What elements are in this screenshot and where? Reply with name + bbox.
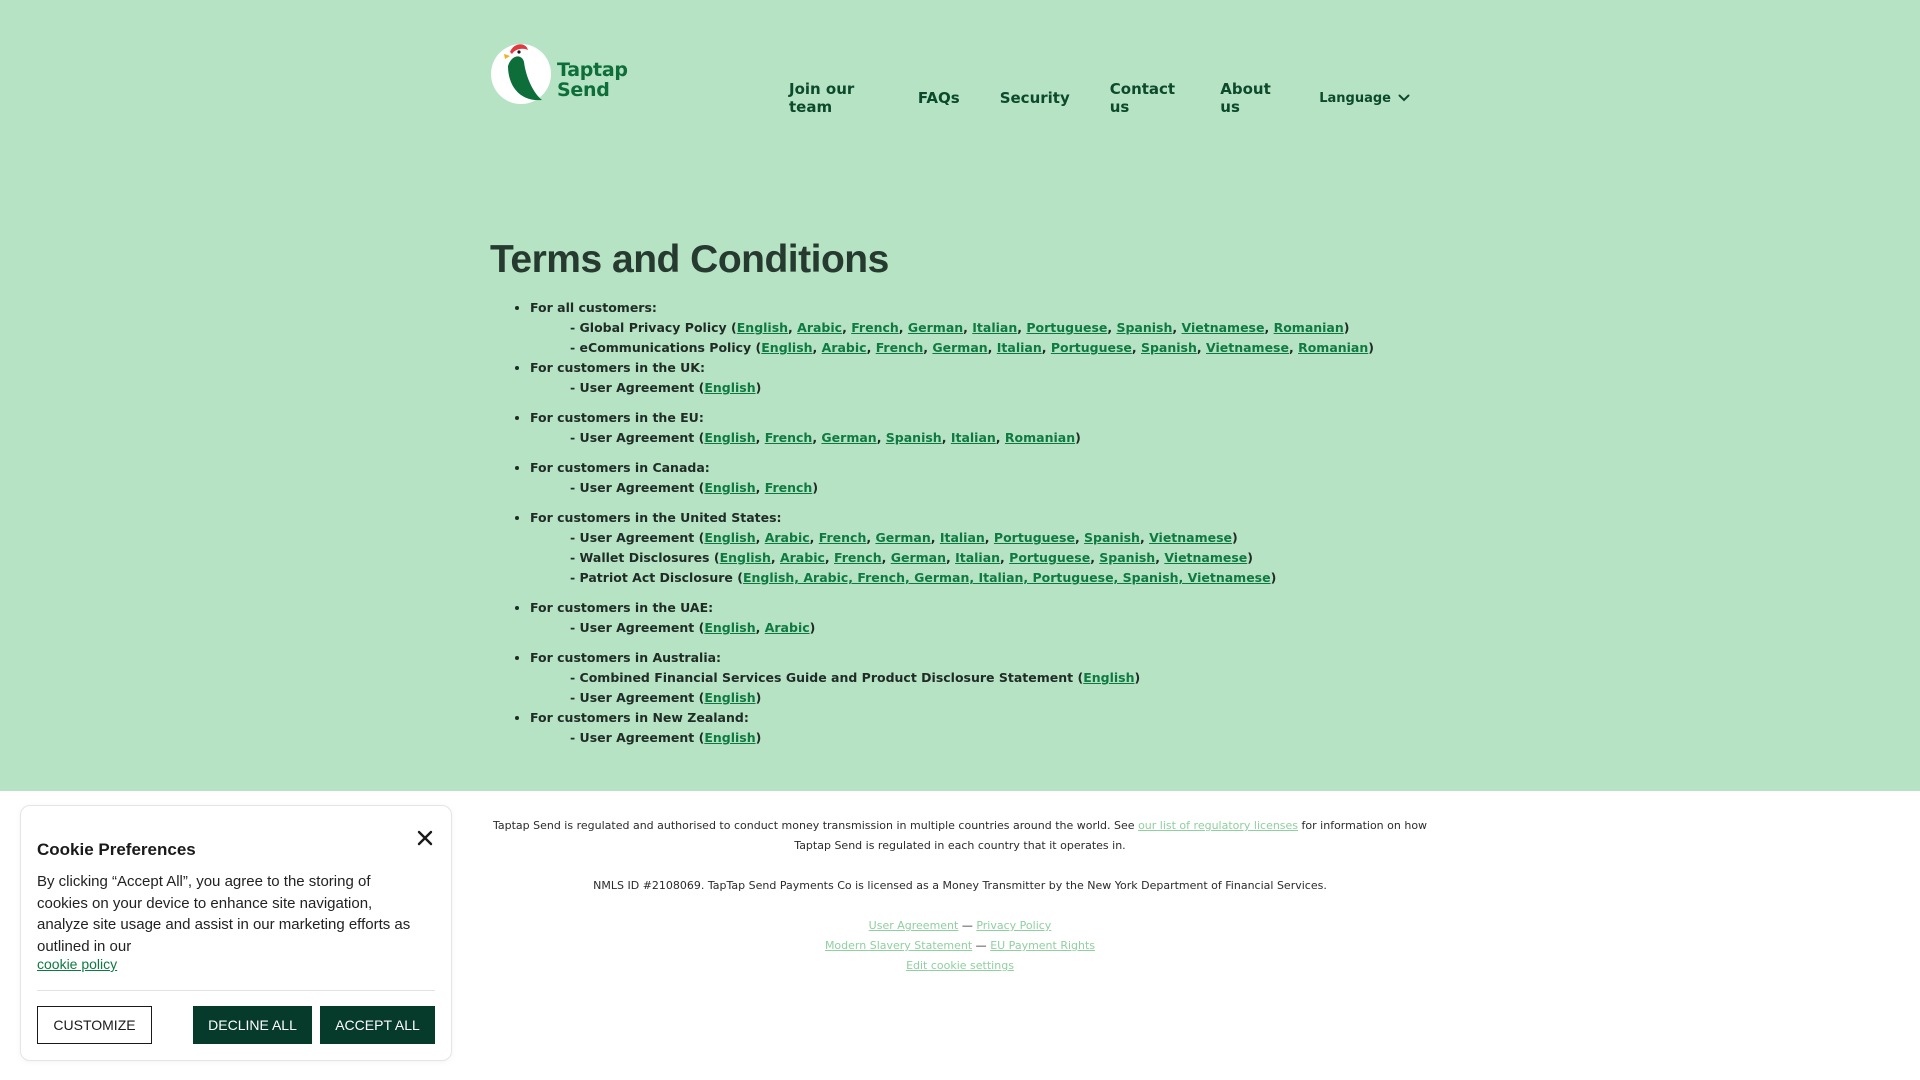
- section-heading: For customers in New Zealand:: [530, 710, 749, 725]
- chevron-down-icon: [1398, 94, 1410, 102]
- document-label: - Patriot Act Disclosure (: [570, 570, 743, 585]
- regulation-text-prefix: Taptap Send is regulated and authorised to conduct money transmission in multiple countries around the world. See: [492, 819, 1139, 832]
- document-label: - Combined Financial Services Guide and Product Disclosure Statement (: [570, 670, 1084, 685]
- document-label: - eCommunications Policy (: [570, 340, 762, 355]
- footer-links-row-3: [490, 956, 1430, 976]
- language-link[interactable]: French: [764, 430, 813, 445]
- document-label: - Global Privacy Policy (: [570, 320, 737, 335]
- terms-section: [530, 598, 1390, 638]
- language-link[interactable]: Vietnamese: [1206, 340, 1289, 355]
- document-close: ): [1247, 550, 1253, 565]
- document-label: - User Agreement (: [570, 730, 705, 745]
- language-link[interactable]: Spanish: [1116, 320, 1173, 335]
- regulation-notice: [490, 816, 1430, 856]
- document-row: - Wallet Disclosures (English, Arabic, French, German, Italian, Portuguese, Spanish, Vietnamese): [570, 550, 1253, 565]
- language-link[interactable]: English: [704, 480, 756, 495]
- page-title: Terms and Conditions: [490, 238, 889, 281]
- document-row: [530, 378, 1390, 398]
- section-heading: For customers in the United States:: [530, 510, 782, 525]
- cookie-banner-text: By clicking “Accept All”, you agree to the storing of cookies on your device to enhance site navigation, analyze site usage and assist in our marketing efforts as outlined in our: [37, 873, 411, 955]
- document-label: - User Agreement (: [570, 480, 705, 495]
- site-header: [490, 38, 1410, 116]
- close-icon: [413, 826, 437, 850]
- language-link[interactable]: Romanian: [1004, 430, 1076, 445]
- language-link[interactable]: Spanish: [1140, 340, 1197, 355]
- section-heading: For customers in the EU:: [530, 410, 704, 425]
- document-row: - User Agreement (English, Arabic): [570, 620, 816, 635]
- terms-section: [530, 298, 1390, 358]
- document-row: - User Agreement (English, French, German, Spanish, Italian, Romanian): [570, 430, 1081, 445]
- document-close: ): [755, 380, 762, 395]
- language-label: Language: [1319, 90, 1391, 106]
- brand-name: [557, 60, 628, 100]
- document-label: - User Agreement (: [570, 620, 705, 635]
- document-label: - Wallet Disclosures (: [570, 550, 720, 565]
- document-close: ): [1134, 670, 1141, 685]
- cookie-decline-all-button[interactable]: DECLINE ALL: [193, 1006, 312, 1044]
- document-row: [530, 728, 1390, 748]
- cookie-policy-link[interactable]: cookie policy: [37, 956, 118, 972]
- nav-faqs[interactable]: FAQs: [917, 89, 960, 107]
- document-label: - User Agreement (: [570, 690, 705, 705]
- terms-content: [490, 232, 1390, 748]
- section-heading: For customers in Australia:: [530, 650, 722, 665]
- document-row: - Global Privacy Policy (English, Arabic, French, German, Italian, Portuguese, Spanish, Vietnamese, Romanian): [570, 320, 1350, 335]
- nmls-notice: NMLS ID #2108069. TapTap Send Payments Co is licensed as a Money Transmitter by the New York Department of Financial Services.: [593, 879, 1327, 892]
- footer-eu-payment-rights-link[interactable]: EU Payment Rights: [990, 939, 1096, 952]
- language-link[interactable]: English: [704, 620, 756, 635]
- language-link[interactable]: Italian: [996, 340, 1042, 355]
- footer-user-agreement-link[interactable]: User Agreement: [868, 919, 959, 932]
- language-link[interactable]: Arabic: [779, 550, 825, 565]
- terms-section: [530, 508, 1390, 588]
- footer-privacy-policy-link[interactable]: Privacy Policy: [976, 919, 1052, 932]
- language-link[interactable]: German: [890, 550, 946, 565]
- language-link[interactable]: Italian: [950, 430, 996, 445]
- language-link[interactable]: English: [704, 730, 756, 745]
- document-row: - User Agreement (English, Arabic, French, German, Italian, Portuguese, Spanish, Vietnamese): [570, 530, 1238, 545]
- language-link[interactable]: Spanish: [1084, 530, 1140, 545]
- section-heading: For customers in the UK:: [530, 360, 705, 375]
- language-link[interactable]: French: [764, 480, 813, 495]
- brand-name-line2: Send: [557, 79, 610, 101]
- language-link[interactable]: English, Arabic, French, German, Italian, Portuguese, Spanish, Vietnamese: [742, 570, 1271, 585]
- document-close: ): [809, 620, 816, 635]
- language-link[interactable]: Italian: [955, 550, 1001, 565]
- section-heading: For customers in Canada:: [530, 460, 710, 475]
- language-link[interactable]: French: [851, 320, 899, 335]
- language-link[interactable]: German: [875, 530, 931, 545]
- cookie-customize-button[interactable]: CUSTOMIZE: [37, 1006, 152, 1044]
- document-close: ): [1270, 570, 1277, 585]
- language-link[interactable]: Romanian: [1273, 320, 1344, 335]
- language-link[interactable]: German: [932, 340, 988, 355]
- language-link[interactable]: Arabic: [764, 620, 810, 635]
- language-link[interactable]: English: [736, 320, 789, 335]
- document-close: ): [755, 730, 762, 745]
- document-row: - User Agreement (English, French): [570, 480, 819, 495]
- document-label: - User Agreement (: [570, 380, 705, 395]
- terms-section: [530, 358, 1390, 398]
- nav-about-us[interactable]: About us: [1220, 80, 1271, 116]
- language-link[interactable]: English: [1083, 670, 1135, 685]
- document-label: - User Agreement (: [570, 430, 705, 445]
- language-link[interactable]: Spanish: [885, 430, 942, 445]
- language-link[interactable]: Portuguese: [1026, 320, 1108, 335]
- terms-section: [530, 458, 1390, 498]
- language-link[interactable]: Portuguese: [1009, 550, 1091, 565]
- document-close: ): [1232, 530, 1238, 545]
- cookie-divider: [37, 990, 435, 991]
- footer-separator: —: [958, 919, 977, 932]
- document-row: [530, 688, 1390, 708]
- nav-join-our-team[interactable]: Join our team: [789, 80, 855, 116]
- language-link[interactable]: Vietnamese: [1149, 530, 1233, 545]
- language-link[interactable]: Romanian: [1298, 340, 1369, 355]
- cookie-accept-all-button[interactable]: ACCEPT ALL: [320, 1006, 435, 1044]
- language-link[interactable]: Italian: [939, 530, 985, 545]
- language-link[interactable]: Vietnamese: [1181, 320, 1265, 335]
- document-label: - User Agreement (: [570, 530, 705, 545]
- document-row: [530, 668, 1390, 688]
- terms-section: [530, 648, 1390, 708]
- language-link[interactable]: English: [719, 550, 771, 565]
- language-link[interactable]: Arabic: [797, 320, 843, 335]
- edit-cookie-settings-link[interactable]: Edit cookie settings: [906, 959, 1014, 972]
- language-link[interactable]: English: [704, 430, 756, 445]
- language-selector[interactable]: [1319, 91, 1410, 106]
- footer-modern-slavery-link[interactable]: Modern Slavery Statement: [824, 939, 973, 952]
- language-link[interactable]: German: [907, 320, 964, 335]
- terms-sections-list: [490, 298, 1390, 748]
- section-heading: For all customers:: [530, 300, 657, 315]
- language-link[interactable]: Spanish: [1099, 550, 1156, 565]
- regulatory-licenses-link[interactable]: our list of regulatory licenses: [1138, 819, 1299, 832]
- cookie-banner: [20, 805, 452, 1061]
- language-link[interactable]: German: [821, 430, 877, 445]
- brand-logo[interactable]: [490, 38, 640, 110]
- footer-links-row-1: [490, 916, 1430, 936]
- regulation-text-suffix: for information on how Taptap Send is regulated in each country that it operates in.: [794, 819, 1428, 852]
- document-close: ): [1368, 340, 1374, 355]
- language-link[interactable]: English: [761, 340, 813, 355]
- main-nav: [789, 80, 1410, 116]
- footer-separator: —: [972, 939, 991, 952]
- brand-name-line1: Taptap: [557, 59, 628, 81]
- language-link[interactable]: Portuguese: [993, 530, 1075, 545]
- language-link[interactable]: Portuguese: [1050, 340, 1132, 355]
- document-close: ): [812, 480, 819, 495]
- site-footer: [490, 816, 1430, 976]
- language-link[interactable]: Arabic: [821, 340, 867, 355]
- language-link[interactable]: English: [704, 380, 756, 395]
- language-link[interactable]: French: [875, 340, 924, 355]
- language-link[interactable]: French: [834, 550, 882, 565]
- document-row: [530, 568, 1390, 588]
- language-link[interactable]: English: [704, 690, 756, 705]
- language-link[interactable]: Italian: [972, 320, 1018, 335]
- nav-security[interactable]: Security: [999, 89, 1070, 107]
- document-close: ): [1075, 430, 1081, 445]
- cookie-close-button[interactable]: [413, 826, 437, 850]
- section-heading: For customers in the UAE:: [530, 600, 714, 615]
- document-row: - eCommunications Policy (English, Arabic, French, German, Italian, Portuguese, Spanish, Vietnamese, Romanian): [570, 340, 1374, 355]
- footer-links-row-2: [490, 936, 1430, 956]
- language-link[interactable]: English: [704, 530, 756, 545]
- cookie-banner-title: Cookie Preferences: [37, 840, 196, 859]
- bird-logo-icon: [490, 38, 556, 108]
- language-link[interactable]: French: [818, 530, 867, 545]
- footer-links: [490, 916, 1430, 976]
- nav-contact-us[interactable]: Contact us: [1109, 80, 1176, 116]
- terms-section: [530, 408, 1390, 448]
- language-link[interactable]: Arabic: [764, 530, 810, 545]
- terms-section: [530, 708, 1390, 748]
- language-link[interactable]: Vietnamese: [1164, 550, 1248, 565]
- document-close: ): [755, 690, 762, 705]
- document-close: ): [1343, 320, 1350, 335]
